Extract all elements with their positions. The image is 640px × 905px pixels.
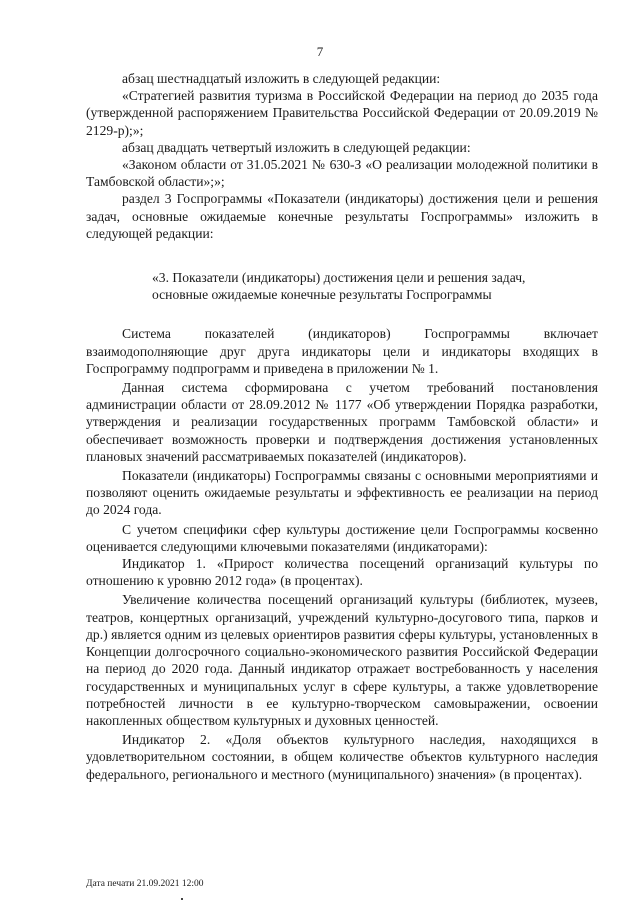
paragraph: раздел 3 Госпрограммы «Показатели (индикаторы) достижения цели и решения задач, основные ожидаемые конечные результаты Госпрограммы» изложить в следующей редакции: [86,191,598,241]
paragraph: «Законом области от 31.05.2021 № 630-З «О реализации молодежной политики в Тамбовской области»;»; [86,157,598,190]
paragraph: С учетом специфики сфер культуры достижение цели Госпрограммы косвенно оценивается следующими ключевыми показателями (индикаторами): [86,521,598,554]
paragraph: Индикатор 1. «Прирост количества посещений организаций культуры по отношению к уровню 2012 года» (в процентах). [86,556,598,589]
document-body [86,70,598,783]
paragraph: Увеличение количества посещений организаций культуры (библиотек, музеев, театров, концертных организаций, учреждений культурно-досугового типа, парков и др.) является одним из целевых ориентиров развития сферы культуры, установленных в Концепции долгосрочного социально-экономического развития Российской Федерации на период до 2020 года. Данный индикатор отражает востребованность у населения государственных и муниципальных услуг в сфере культуры, а также удовлетворение потребностей личности в ее культурно-творческом самовыражении, освоении накопленных обществом культурных и духовных ценностей. [86,592,598,728]
paragraph: Система показателей (индикаторов) Госпрограммы включает взаимодополняющие друг друга индикаторы цели и индикаторы входящих в Госпрограмму подпрограмм и приведена в приложении № 1. [86,326,598,376]
section-heading: «3. Показатели (индикаторы) достижения цели и решения задач, основные ожидаемые конечные результаты Госпрограммы [152,270,526,303]
scan-dot [181,898,183,900]
page-number: 7 [316,44,324,59]
paragraph: абзац шестнадцатый изложить в следующей редакции: [122,71,441,86]
paragraph: Данная система сформирована с учетом требований постановления администрации области от 28.09.2012 № 1177 «Об утверждении Порядка разработки, утверждения и реализации государственных программ Тамбовской области» и обеспечивает возможность проверки и подтверждения достижения установленных плановых значений рассматриваемых показателей (индикаторов). [86,380,598,464]
paragraph: Индикатор 2. «Доля объектов культурного наследия, находящихся в удовлетворительном состоянии, в общем количестве объектов культурного наследия федерального, регионального и местного (муниципального) значения» (в процентах). [86,732,598,782]
print-date-footer: Дата печати 21.09.2021 12:00 [86,879,204,889]
paragraph: «Стратегией развития туризма в Российской Федерации на период до 2035 года (утвержденной распоряжением Правительства Российской Федерации от 20.09.2019 № 2129-р);»; [86,88,598,138]
paragraph: Показатели (индикаторы) Госпрограммы связаны с основными мероприятиями и позволяют оценить ожидаемые результаты и эффективность ее реализации на период до 2024 года. [86,468,598,518]
paragraph: абзац двадцать четвертый изложить в следующей редакции: [122,139,471,155]
